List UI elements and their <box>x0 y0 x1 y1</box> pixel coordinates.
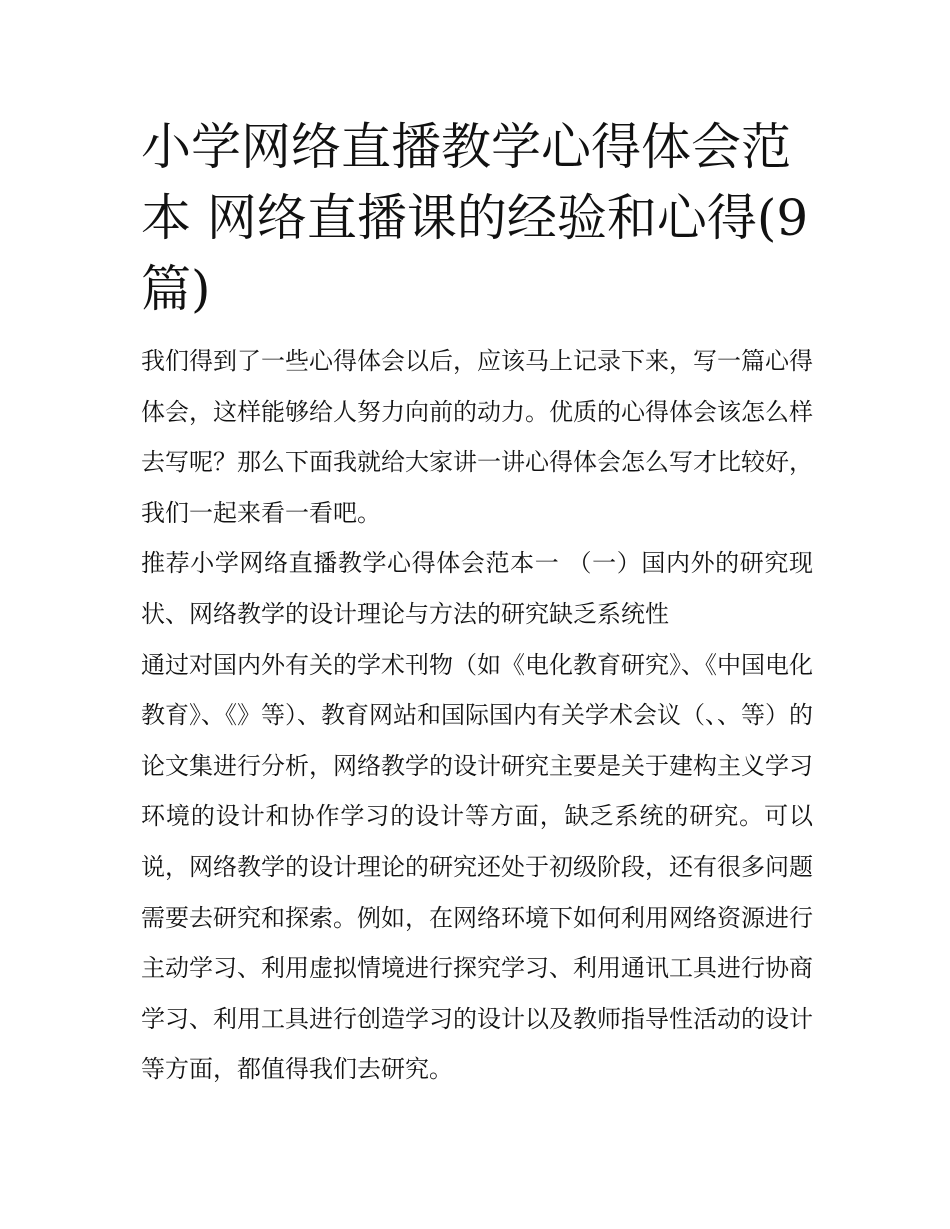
document-title: 小学网络直播教学心得体会范本 网络直播课的经验和心得(9篇) <box>141 118 809 318</box>
document-content <box>141 112 813 1095</box>
paragraph-section-heading: 推荐小学网络直播教学心得体会范本一 （一）国内外的研究现状、网络教学的设计理论与方法的研究缺乏系统性 <box>141 549 813 628</box>
paragraph-research: 通过对国内外有关的学术刊物（如《电化教育研究》、《中国电化教育》、《》等）、教育网站和国际国内有关学术会议（、、等）的论文集进行分析，网络教学的设计研究主要是关于建构主义学习环境的设计和协作学习的设计等方面，缺乏系统的研究。可以说，网络教学的设计理论的研究还处于初级阶段，还有很多问题需要去研究和探索。例如，在网络环境下如何利用网络资源进行主动学习、利用虚拟情境进行探究学习、利用通讯工具进行协商学习、利用工具进行创造学习的设计以及教师指导性活动的设计等方面，都值得我们去研究。 <box>141 650 813 1084</box>
document-body <box>141 336 813 1095</box>
paragraph-intro: 我们得到了一些心得体会以后，应该马上记录下来，写一篇心得体会，这样能够给人努力向前的动力。优质的心得体会该怎么样去写呢？那么下面我就给大家讲一讲心得体会怎么写才比较好，我们一起来看一看吧。 <box>141 347 813 527</box>
